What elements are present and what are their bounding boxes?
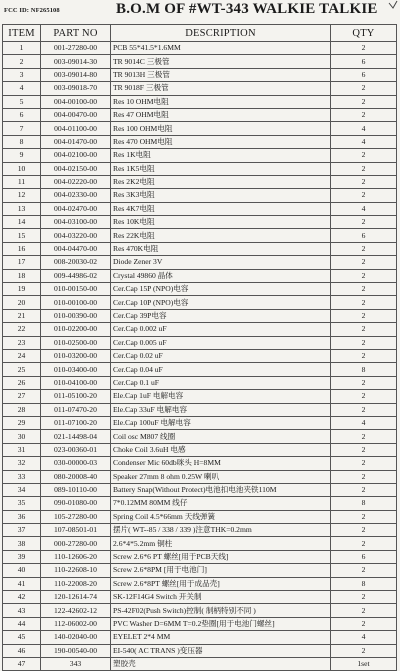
table-row	[3, 229, 397, 242]
description-cell: Res 47 OHM电阻	[111, 108, 331, 121]
description-cell: PS-42F02(Push Switch)控制( 制柄特别不同 )	[111, 604, 331, 617]
part-no-cell: 004-03100-00	[41, 216, 111, 229]
part-no-cell: 023-00360-01	[41, 443, 111, 456]
table-row	[3, 644, 397, 657]
qty-cell: 2	[331, 564, 397, 577]
table-row	[3, 617, 397, 630]
table-row	[3, 82, 397, 95]
description-cell: Res 470 OHM电阻	[111, 135, 331, 148]
table-row	[3, 577, 397, 590]
description-cell: Diode Zener 3V	[111, 256, 331, 269]
item-cell: 34	[3, 483, 41, 496]
description-cell: TR 9014C 三极管	[111, 55, 331, 68]
item-cell: 20	[3, 296, 41, 309]
part-no-cell: 112-06002-00	[41, 617, 111, 630]
qty-cell: 2	[331, 470, 397, 483]
table-row	[3, 550, 397, 563]
item-cell: 21	[3, 309, 41, 322]
item-cell: 39	[3, 550, 41, 563]
part-no-cell: 004-00470-00	[41, 108, 111, 121]
qty-cell: 2	[331, 108, 397, 121]
part-no-cell: 004-01100-00	[41, 122, 111, 135]
part-no-cell: 010-00390-00	[41, 309, 111, 322]
description-cell: 摆片( WT--85 / 338 / 339 )注意THK=0.2mm	[111, 524, 331, 537]
part-no-cell: 080-20008-40	[41, 470, 111, 483]
table-row	[3, 95, 397, 108]
part-no-cell: 010-03400-00	[41, 363, 111, 376]
description-cell: Cer.Cap 0.1 uF	[111, 376, 331, 389]
description-cell: Cer.Cap 15P (NPO)电容	[111, 283, 331, 296]
item-cell: 17	[3, 256, 41, 269]
qty-cell: 2	[331, 149, 397, 162]
description-cell: Spring Coil 4.5*66mm 天线弹簧	[111, 510, 331, 523]
description-cell: Speaker 27mm 8 ohm 0.25W 喇叭	[111, 470, 331, 483]
table-row	[3, 309, 397, 322]
table-row	[3, 457, 397, 470]
qty-cell: 2	[331, 296, 397, 309]
column-header-part-no: PART NO	[41, 25, 111, 42]
table-row	[3, 189, 397, 202]
table-row	[3, 443, 397, 456]
table-row	[3, 336, 397, 349]
part-no-cell: 140-02040-00	[41, 631, 111, 644]
table-row	[3, 510, 397, 523]
item-cell: 25	[3, 363, 41, 376]
item-cell: 5	[3, 95, 41, 108]
qty-cell: 2	[331, 376, 397, 389]
item-cell: 8	[3, 135, 41, 148]
qty-cell: 4	[331, 135, 397, 148]
item-cell: 35	[3, 497, 41, 510]
item-cell: 41	[3, 577, 41, 590]
item-cell: 15	[3, 229, 41, 242]
table-row	[3, 202, 397, 215]
description-cell: Cer.Cap 39P电容	[111, 309, 331, 322]
table-row	[3, 430, 397, 443]
table-row	[3, 363, 397, 376]
description-cell: Screw 2.6*8PM [用于电池门]	[111, 564, 331, 577]
qty-cell: 2	[331, 162, 397, 175]
table-row	[3, 376, 397, 389]
item-cell: 30	[3, 430, 41, 443]
part-no-cell: 011-05100-20	[41, 390, 111, 403]
item-cell: 16	[3, 242, 41, 255]
part-no-cell: 120-12614-74	[41, 591, 111, 604]
table-row	[3, 323, 397, 336]
item-cell: 24	[3, 349, 41, 362]
item-cell: 44	[3, 617, 41, 630]
description-cell: Screw 2.6*8PT 螺丝[用于成品壳]	[111, 577, 331, 590]
part-no-cell: 010-00100-00	[41, 296, 111, 309]
qty-cell: 2	[331, 336, 397, 349]
table-row	[3, 524, 397, 537]
item-cell: 42	[3, 591, 41, 604]
part-no-cell: 190-00540-00	[41, 644, 111, 657]
description-cell: Res 470K电阻	[111, 242, 331, 255]
qty-cell: 2	[331, 537, 397, 550]
part-no-cell: 004-02100-00	[41, 149, 111, 162]
description-cell: Screw 2.6*6 PT 螺丝[用于PCB天线]	[111, 550, 331, 563]
document-title: B.O.M OF #WT-343 WALKIE TALKIE	[116, 1, 378, 17]
item-cell: 45	[3, 631, 41, 644]
table-row	[3, 216, 397, 229]
part-no-cell: 010-02200-00	[41, 323, 111, 336]
item-cell: 4	[3, 82, 41, 95]
item-cell: 37	[3, 524, 41, 537]
part-no-cell: 105-27280-00	[41, 510, 111, 523]
qty-cell: 2	[331, 95, 397, 108]
table-row	[3, 591, 397, 604]
qty-cell: 6	[331, 68, 397, 81]
description-cell: Res 100 OHM电阻	[111, 122, 331, 135]
item-cell: 23	[3, 336, 41, 349]
part-no-cell: 004-00100-00	[41, 95, 111, 108]
description-cell: Res 1K电阻	[111, 149, 331, 162]
part-no-cell: 110-12606-20	[41, 550, 111, 563]
item-cell: 43	[3, 604, 41, 617]
description-cell: Res 10K电阻	[111, 216, 331, 229]
qty-cell: 6	[331, 55, 397, 68]
description-cell: TR 9013H 三极管	[111, 68, 331, 81]
table-row	[3, 564, 397, 577]
table-row	[3, 55, 397, 68]
description-cell: TR 9018F 三极管	[111, 82, 331, 95]
qty-cell: 4	[331, 202, 397, 215]
qty-cell: 1set	[331, 657, 397, 670]
table-row	[3, 657, 397, 670]
part-no-cell: 003-09014-80	[41, 68, 111, 81]
part-no-cell: 110-22008-20	[41, 577, 111, 590]
item-cell: 32	[3, 457, 41, 470]
item-cell: 47	[3, 657, 41, 670]
qty-cell: 2	[331, 591, 397, 604]
table-row	[3, 470, 397, 483]
item-cell: 3	[3, 68, 41, 81]
item-cell: 9	[3, 149, 41, 162]
part-no-cell: 010-00150-00	[41, 283, 111, 296]
bom-header-row	[3, 25, 397, 42]
table-row	[3, 604, 397, 617]
part-no-cell: 003-09018-70	[41, 82, 111, 95]
description-cell: Cer.Cap 0.02 uF	[111, 349, 331, 362]
description-cell: Cer.Cap 10P (NPO)电容	[111, 296, 331, 309]
part-no-cell: 110-22608-10	[41, 564, 111, 577]
table-row	[3, 135, 397, 148]
qty-cell: 2	[331, 82, 397, 95]
part-no-cell: 000-27280-00	[41, 537, 111, 550]
item-cell: 14	[3, 216, 41, 229]
item-cell: 11	[3, 175, 41, 188]
table-row	[3, 403, 397, 416]
part-no-cell: 011-07100-20	[41, 416, 111, 429]
qty-cell: 8	[331, 577, 397, 590]
part-no-cell: 001-27280-00	[41, 42, 111, 55]
qty-cell: 2	[331, 644, 397, 657]
part-no-cell: 004-02150-00	[41, 162, 111, 175]
description-cell: EYELET 2*4 MM	[111, 631, 331, 644]
part-no-cell: 090-01080-00	[41, 497, 111, 510]
qty-cell: 2	[331, 189, 397, 202]
table-row	[3, 122, 397, 135]
qty-cell: 2	[331, 457, 397, 470]
qty-cell: 2	[331, 524, 397, 537]
description-cell: Cer.Cap 0.04 uF	[111, 363, 331, 376]
item-cell: 29	[3, 416, 41, 429]
item-cell: 31	[3, 443, 41, 456]
description-cell: PCB 55*41.5*1.6MM	[111, 42, 331, 55]
item-cell: 38	[3, 537, 41, 550]
part-no-cell: 089-10110-00	[41, 483, 111, 496]
qty-cell: 8	[331, 363, 397, 376]
description-cell: 7*0.12MM 80MM 线仔	[111, 497, 331, 510]
table-row	[3, 108, 397, 121]
part-no-cell: 010-03200-00	[41, 349, 111, 362]
qty-cell: 2	[331, 175, 397, 188]
description-cell: Coil osc M807 线圈	[111, 430, 331, 443]
table-row	[3, 349, 397, 362]
table-row	[3, 242, 397, 255]
table-row	[3, 497, 397, 510]
qty-cell: 2	[331, 403, 397, 416]
qty-cell: 2	[331, 443, 397, 456]
part-no-cell: 008-20030-02	[41, 256, 111, 269]
description-cell: PVC Washer D=6MM T=0.2垫圈[用于电池门螺丝]	[111, 617, 331, 630]
qty-cell: 2	[331, 283, 397, 296]
description-cell: SK-12F14G4 Switch 开关制	[111, 591, 331, 604]
qty-cell: 2	[331, 242, 397, 255]
part-no-cell: 030-00000-03	[41, 457, 111, 470]
qty-cell: 6	[331, 229, 397, 242]
qty-cell: 4	[331, 416, 397, 429]
qty-cell: 2	[331, 256, 397, 269]
column-header-qty: QTY	[331, 25, 397, 42]
description-cell: Ele.Cap 1uF 电解电容	[111, 390, 331, 403]
description-cell: Res 1K5电阻	[111, 162, 331, 175]
qty-cell: 2	[331, 349, 397, 362]
description-cell: Condenser Mic 60db咪头 H=8MM	[111, 457, 331, 470]
table-row	[3, 390, 397, 403]
description-cell: 塑胶壳	[111, 657, 331, 670]
part-no-cell: 021-14498-04	[41, 430, 111, 443]
fcc-id: FCC ID: NF265108	[4, 7, 60, 14]
part-no-cell: 004-02330-00	[41, 189, 111, 202]
qty-cell: 2	[331, 216, 397, 229]
description-cell: Res 4K7电阻	[111, 202, 331, 215]
qty-cell: 2	[331, 510, 397, 523]
item-cell: 12	[3, 189, 41, 202]
description-cell: Crystal 49860 晶体	[111, 269, 331, 282]
column-header-description: DESCRIPTION	[111, 25, 331, 42]
qty-cell: 2	[331, 323, 397, 336]
item-cell: 22	[3, 323, 41, 336]
qty-cell: 2	[331, 390, 397, 403]
part-no-cell: 004-02470-00	[41, 202, 111, 215]
part-no-cell: 343	[41, 657, 111, 670]
part-no-cell: 003-09014-30	[41, 55, 111, 68]
description-cell: Res 3K3电阻	[111, 189, 331, 202]
description-cell: Ele.Cap 33uF 电解电容	[111, 403, 331, 416]
part-no-cell: 010-04100-00	[41, 376, 111, 389]
bom-table	[2, 24, 397, 671]
item-cell: 18	[3, 269, 41, 282]
bom-table-body	[3, 42, 397, 671]
description-cell: Res 2K2电阻	[111, 175, 331, 188]
description-cell: Cer.Cap 0.002 uF	[111, 323, 331, 336]
description-cell: EI-540( AC TRANS )变压器	[111, 644, 331, 657]
description-cell: Cer.Cap 0.005 uF	[111, 336, 331, 349]
item-cell: 13	[3, 202, 41, 215]
item-cell: 40	[3, 564, 41, 577]
qty-cell: 4	[331, 631, 397, 644]
table-row	[3, 68, 397, 81]
item-cell: 7	[3, 122, 41, 135]
item-cell: 6	[3, 108, 41, 121]
table-row	[3, 256, 397, 269]
description-cell: Res 10 OHM电阻	[111, 95, 331, 108]
qty-cell: 8	[331, 497, 397, 510]
part-no-cell: 010-02500-00	[41, 336, 111, 349]
corner-tick-icon	[388, 0, 398, 10]
table-row	[3, 483, 397, 496]
part-no-cell: 122-42602-12	[41, 604, 111, 617]
table-row	[3, 42, 397, 55]
item-cell: 10	[3, 162, 41, 175]
table-row	[3, 537, 397, 550]
part-no-cell: 004-04470-00	[41, 242, 111, 255]
part-no-cell: 004-03220-00	[41, 229, 111, 242]
part-no-cell: 004-02220-00	[41, 175, 111, 188]
item-cell: 1	[3, 42, 41, 55]
part-no-cell: 009-44986-02	[41, 269, 111, 282]
item-cell: 46	[3, 644, 41, 657]
item-cell: 26	[3, 376, 41, 389]
item-cell: 2	[3, 55, 41, 68]
item-cell: 19	[3, 283, 41, 296]
description-cell: Res 22K电阻	[111, 229, 331, 242]
qty-cell: 2	[331, 604, 397, 617]
qty-cell: 2	[331, 617, 397, 630]
table-row	[3, 269, 397, 282]
description-cell: Battery Snap(Without Protect)电池扣电池夹铁110M	[111, 483, 331, 496]
part-no-cell: 004-01470-00	[41, 135, 111, 148]
table-row	[3, 296, 397, 309]
item-cell: 27	[3, 390, 41, 403]
qty-cell: 2	[331, 309, 397, 322]
table-row	[3, 162, 397, 175]
qty-cell: 6	[331, 550, 397, 563]
item-cell: 36	[3, 510, 41, 523]
item-cell: 28	[3, 403, 41, 416]
table-row	[3, 175, 397, 188]
description-cell: Choke Coil 3.6uH 电感	[111, 443, 331, 456]
description-cell: 2.6*4*5.2mm 铜柱	[111, 537, 331, 550]
qty-cell: 2	[331, 269, 397, 282]
part-no-cell: 011-07470-20	[41, 403, 111, 416]
description-cell: Ele.Cap 100uF 电解电容	[111, 416, 331, 429]
table-row	[3, 283, 397, 296]
item-cell: 33	[3, 470, 41, 483]
qty-cell: 2	[331, 483, 397, 496]
qty-cell: 2	[331, 430, 397, 443]
qty-cell: 2	[331, 42, 397, 55]
table-row	[3, 416, 397, 429]
qty-cell: 4	[331, 122, 397, 135]
part-no-cell: 107-08501-01	[41, 524, 111, 537]
table-row	[3, 631, 397, 644]
column-header-item: ITEM	[3, 25, 41, 42]
table-row	[3, 149, 397, 162]
